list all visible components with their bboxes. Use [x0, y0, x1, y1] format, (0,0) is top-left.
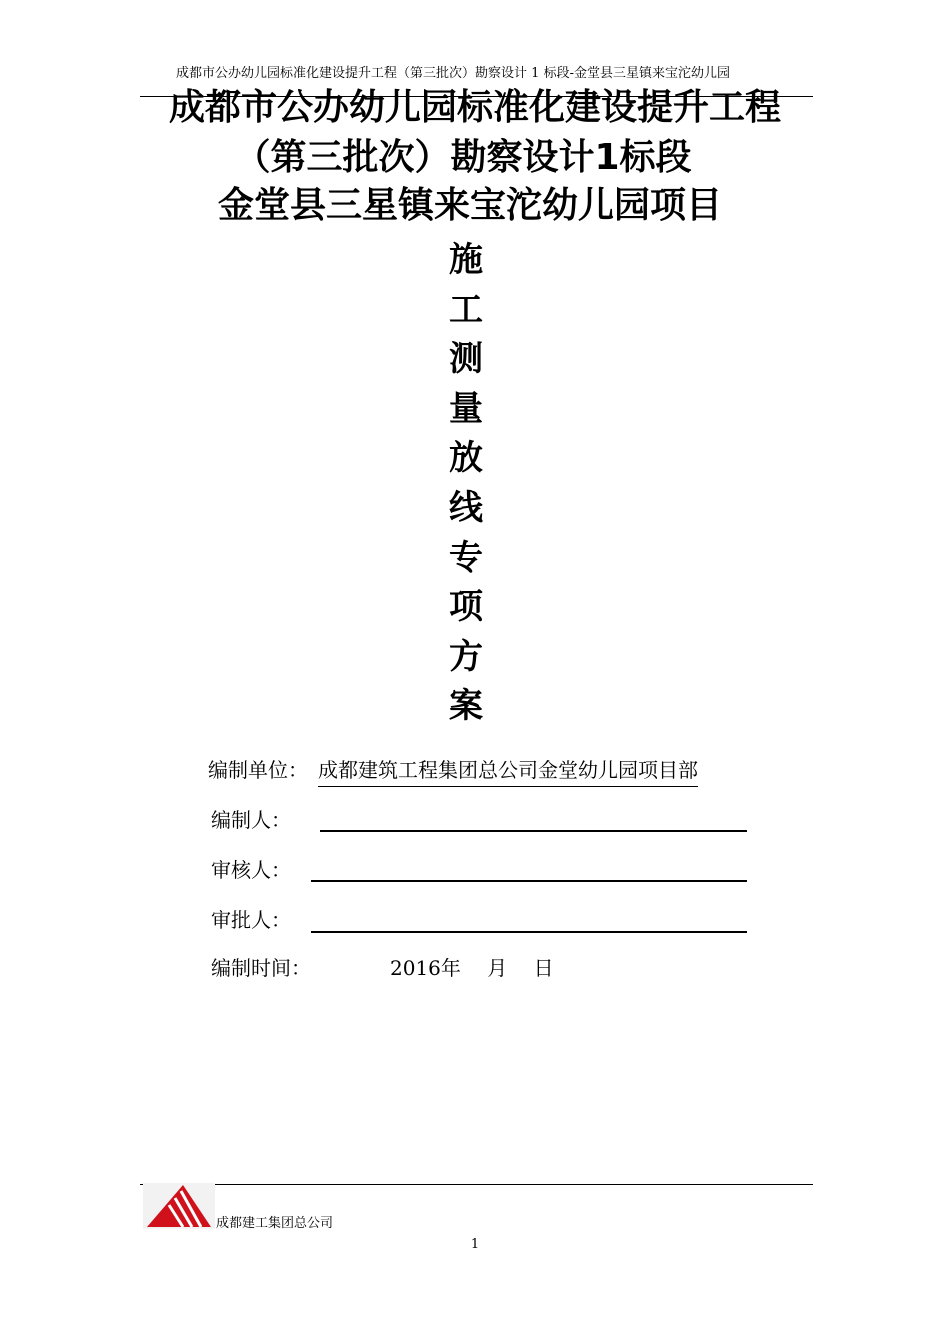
compiling-unit-value: 成都建筑工程集团总公司金堂幼儿园项目部 — [318, 756, 698, 787]
document-title-line-1: 成都市公办幼儿园标准化建设提升工程 — [168, 87, 781, 128]
vertical-title-char: 施 — [449, 240, 483, 280]
vertical-title-char: 方 — [449, 636, 483, 677]
vertical-title-char: 项 — [449, 587, 483, 628]
company-logo-icon — [143, 1183, 215, 1229]
reviewer-label: 审核人： — [211, 858, 291, 882]
compile-time-label: 编制时间： — [211, 956, 311, 980]
footer-rule — [140, 1184, 813, 1185]
vertical-title-char: 量 — [449, 388, 483, 429]
footer-company-name: 成都建工集团总公司 — [216, 1216, 334, 1231]
compiler-label: 编制人： — [211, 808, 291, 832]
approver-blank-line — [311, 931, 747, 933]
vertical-title-char: 放 — [449, 438, 483, 479]
compiling-unit-label: 编制单位： — [208, 758, 308, 782]
page-number: 1 — [470, 1237, 480, 1252]
vertical-title-char: 案 — [449, 686, 483, 727]
reviewer-blank-line — [311, 880, 747, 882]
vertical-title — [440, 236, 492, 732]
compile-time-value: 2016年 月 日 — [390, 956, 554, 980]
document-title-line-3: 金堂县三星镇来宝沱幼儿园项目 — [217, 185, 722, 226]
vertical-title-char: 专 — [449, 537, 483, 578]
vertical-title-char: 测 — [449, 339, 483, 380]
document-title-line-2: （第三批次）勘察设计1标段 — [234, 137, 692, 178]
vertical-title-char: 线 — [449, 487, 483, 528]
approver-label: 审批人： — [211, 908, 291, 932]
vertical-title-char: 工 — [449, 289, 483, 330]
running-header: 成都市公办幼儿园标准化建设提升工程（第三批次）勘察设计 1 标段-金堂县三星镇来宝沱幼儿园 — [176, 66, 730, 81]
compiler-blank-line — [320, 830, 747, 832]
